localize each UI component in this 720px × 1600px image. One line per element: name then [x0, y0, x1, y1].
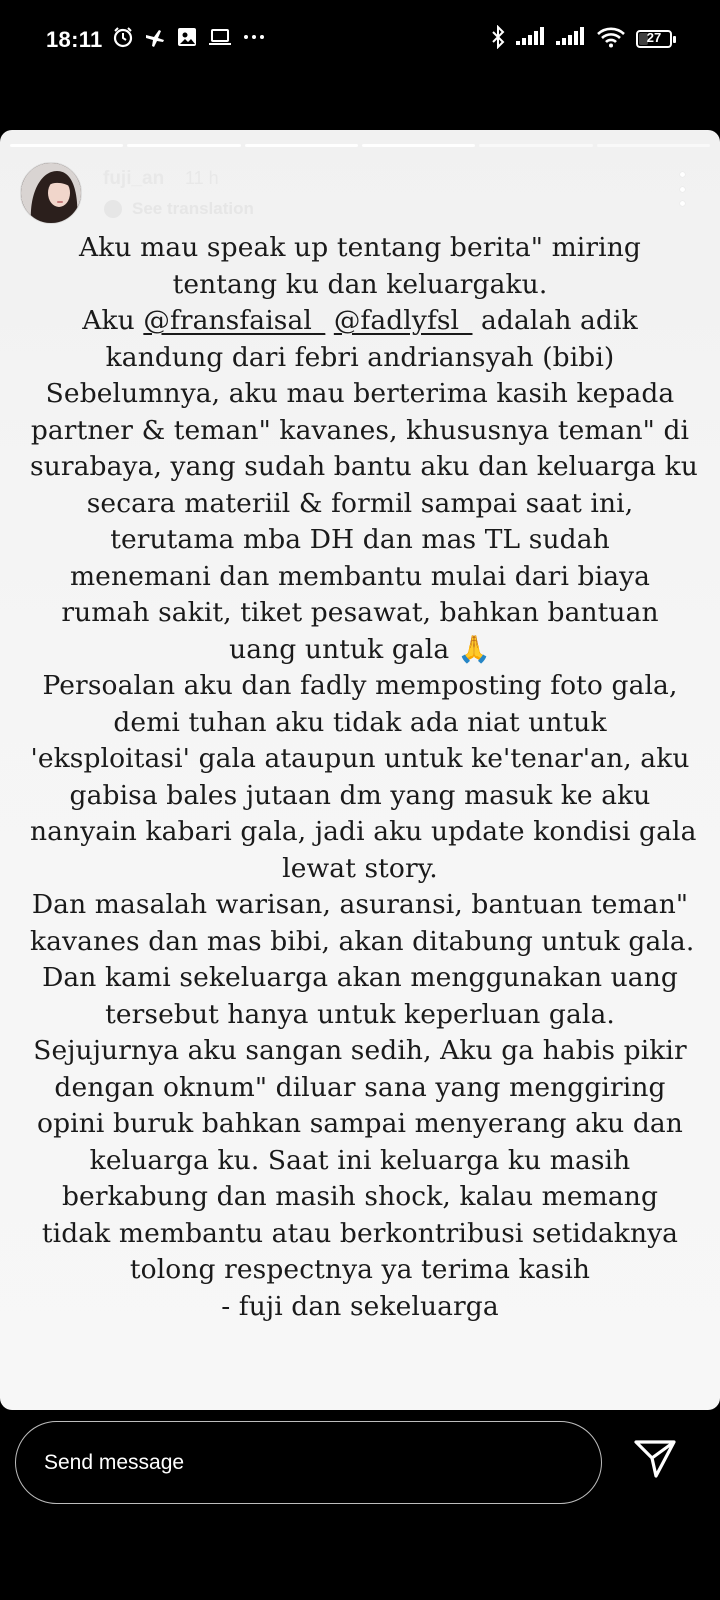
story-line	[30, 997, 690, 1034]
story-username[interactable]: fuji_an	[103, 168, 165, 189]
status-bar	[0, 0, 720, 80]
line-text: tentang ku dan keluargaku.	[172, 268, 548, 300]
story-line	[30, 1070, 690, 1107]
story-header	[20, 162, 700, 232]
notification-icons	[112, 25, 266, 53]
line-text: Dan masalah warisan, asuransi, bantuan teman"	[31, 889, 689, 920]
story-line	[30, 778, 690, 815]
story-text	[30, 230, 698, 1325]
folded-hands-emoji: 🙏	[457, 633, 491, 665]
line-text: terutama mba DH dan mas TL sudah	[110, 524, 610, 555]
line-text: secara materiil & formil sampai saat ini,	[86, 487, 634, 519]
story-progress-bar	[10, 144, 710, 147]
airplane-icon	[144, 26, 166, 53]
story-line	[30, 449, 698, 486]
more-options-icon[interactable]	[678, 172, 686, 206]
story-line	[30, 1143, 690, 1180]
laptop-icon	[208, 26, 232, 53]
line-text: nanyain kabari gala, jadi aku update kondisi gala	[30, 816, 697, 847]
line-text: rumah sakit, tiket pesawat, bahkan bantuan	[61, 597, 659, 628]
signal-2-icon	[556, 27, 586, 52]
translate-icon	[104, 200, 122, 218]
story-line	[30, 522, 690, 559]
progress-segment	[10, 144, 123, 147]
avatar[interactable]	[20, 162, 82, 224]
wifi-icon	[596, 26, 626, 53]
story-line	[30, 741, 690, 778]
line-text: kavanes dan mas bibi, akan ditabung untuk gala.	[30, 925, 695, 957]
story-line	[30, 595, 690, 632]
line-text: keluarga ku. Saat ini keluarga ku masih	[89, 1144, 631, 1176]
progress-segment	[597, 144, 710, 147]
story-line	[30, 668, 690, 705]
story-line	[30, 705, 690, 742]
line-text: Aku	[82, 305, 144, 336]
mention-link[interactable]: @fadlyfsl_	[333, 305, 473, 336]
story-line	[30, 632, 690, 669]
story-line	[30, 1289, 690, 1326]
mention-link[interactable]: @fransfaisal_	[143, 305, 326, 336]
line-text: tersebut hanya untuk keperluan gala.	[105, 998, 615, 1030]
line-text: Sebelumnya, aku mau berterima kasih kepada	[45, 378, 675, 409]
line-text: surabaya, yang sudah bantu aku dan keluarga ku	[30, 451, 698, 482]
story-line	[30, 814, 697, 851]
story-time: 11 h	[185, 168, 219, 188]
story-line	[30, 340, 690, 377]
line-text: uang untuk gala	[229, 633, 458, 665]
message-input[interactable]	[15, 1421, 602, 1504]
gallery-icon	[176, 26, 198, 53]
story-line	[30, 887, 690, 924]
story-line	[30, 1252, 690, 1289]
clock: 18:11	[46, 27, 103, 52]
alarm-icon	[112, 26, 134, 53]
system-icons	[490, 23, 672, 55]
battery-icon	[636, 30, 672, 48]
line-text: Persoalan aku dan fadly memposting foto gala,	[42, 670, 678, 701]
progress-segment	[127, 144, 240, 147]
reply-bar	[0, 1410, 720, 1600]
story-line	[30, 960, 690, 997]
line-text: tolong respectnya ya terima kasih	[129, 1254, 591, 1285]
line-text: gabisa bales jutaan dm yang masuk ke aku	[69, 779, 651, 811]
progress-segment	[245, 144, 358, 147]
story-line	[30, 1216, 690, 1253]
signal-1-icon	[516, 27, 546, 52]
line-text	[325, 305, 334, 336]
line-text: menemani dan membantu mulai dari biaya	[69, 560, 651, 592]
see-translation-label: See translation	[132, 199, 254, 218]
line-text: Sejujurnya aku sangan sedih, Aku ga habis pikir	[33, 1035, 687, 1066]
message-placeholder: Send message	[44, 1450, 185, 1474]
send-icon[interactable]	[630, 1436, 680, 1482]
line-text: Dan kami sekeluarga akan menggunakan uang	[42, 962, 678, 993]
line-text: dengan oknum" diluar sana yang menggiring	[54, 1071, 666, 1103]
line-text: - fuji dan sekeluarga	[221, 1290, 499, 1322]
progress-segment	[362, 144, 475, 147]
story-line	[30, 413, 690, 450]
story-line	[30, 486, 690, 523]
story-line	[30, 1179, 690, 1216]
story-line	[30, 303, 690, 340]
story-line	[30, 230, 690, 267]
line-text: adalah adik	[472, 305, 638, 336]
story-line	[30, 267, 690, 304]
line-text: lewat story.	[282, 852, 438, 884]
story-line	[30, 559, 690, 596]
story-line	[30, 851, 690, 888]
story-line	[30, 1033, 690, 1070]
progress-segment	[479, 144, 592, 147]
line-text: opini buruk bahkan sampai menyerang aku dan	[37, 1108, 683, 1139]
story-line	[30, 924, 695, 961]
line-text: partner & teman" kavanes, khususnya teman" di	[30, 414, 690, 446]
bluetooth-icon	[490, 25, 506, 54]
line-text: kandung dari febri andriansyah (bibi)	[105, 341, 615, 373]
line-text: demi tuhan aku tidak ada niat untuk	[113, 706, 607, 738]
story-line	[30, 1106, 690, 1143]
line-text: Aku mau speak up tentang berita" miring	[79, 232, 641, 263]
line-text: berkabung dan masih shock, kalau memang	[61, 1181, 659, 1212]
more-notifications-icon	[242, 26, 266, 53]
line-text: 'eksploitasi' gala ataupun untuk ke'tenar'an, aku	[30, 743, 690, 774]
story-line	[30, 376, 690, 413]
see-translation-button[interactable]	[104, 199, 254, 219]
story-viewer[interactable]	[0, 130, 720, 1410]
battery-percent: 27	[646, 30, 662, 45]
line-text: tidak membantu atau berkontribusi setidaknya	[41, 1217, 679, 1249]
